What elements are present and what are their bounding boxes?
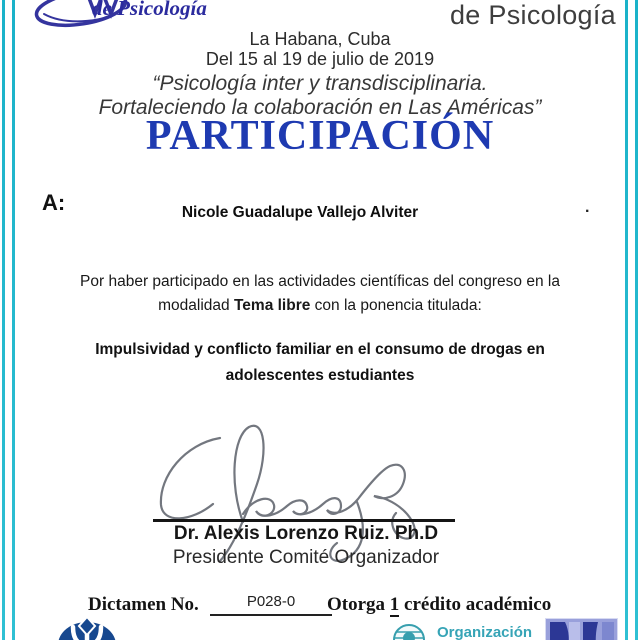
body-text-line1: Por haber participado en las actividades científicas del congreso en la <box>80 273 560 290</box>
body-line2-suffix: con la ponencia titulada: <box>310 297 482 314</box>
credits-prefix: Otorga <box>327 594 390 615</box>
body-line2-prefix: modalidad <box>158 297 234 314</box>
body-text-line2 <box>0 297 640 315</box>
event-location: La Habana, Cuba <box>249 29 391 49</box>
left-logo-caption: de Psicología <box>92 0 207 20</box>
dictamen-underline <box>210 614 332 616</box>
signer-name: Dr. Alexis Lorenzo Ruiz. Ph.D <box>173 523 439 544</box>
credits-statement <box>327 594 551 616</box>
recipient-label: A: <box>42 190 66 215</box>
line-end-mark: . <box>585 199 590 216</box>
signature-line <box>153 519 455 522</box>
modality-name: Tema libre <box>233 297 311 314</box>
paho-wordmark: Organización <box>437 624 533 640</box>
paper-title-line1: Impulsividad y conflicto familiar en el consumo de drogas en <box>95 341 545 358</box>
event-slogan-line2: Fortaleciendo la colaboración en Las Américas” <box>98 96 542 119</box>
dictamen-number: P028-0 <box>246 593 296 610</box>
event-slogan-line1: “Psicología inter y transdisciplinaria. <box>152 72 488 95</box>
credits-value: 1 <box>389 594 400 615</box>
recipient-name: Nicole Guadalupe Vallejo Alviter <box>181 204 419 221</box>
signer-role: Presidente Comité Organizador <box>172 547 440 568</box>
event-dates: Del 15 al 19 de julio de 2019 <box>205 49 435 69</box>
psychology-faculty-logo-icon <box>545 618 618 640</box>
paho-logo-icon <box>392 623 427 640</box>
credits-suffix: crédito académico <box>399 594 552 615</box>
certificate-title: PARTICIPACIÓN <box>145 113 495 159</box>
paper-title-line2: adolescentes estudiantes <box>225 367 415 384</box>
interamerican-psychology-emblem-icon <box>56 617 118 640</box>
right-organization-wordmark: de Psicología <box>449 0 616 30</box>
dictamen-label: Dictamen No. <box>88 594 199 615</box>
